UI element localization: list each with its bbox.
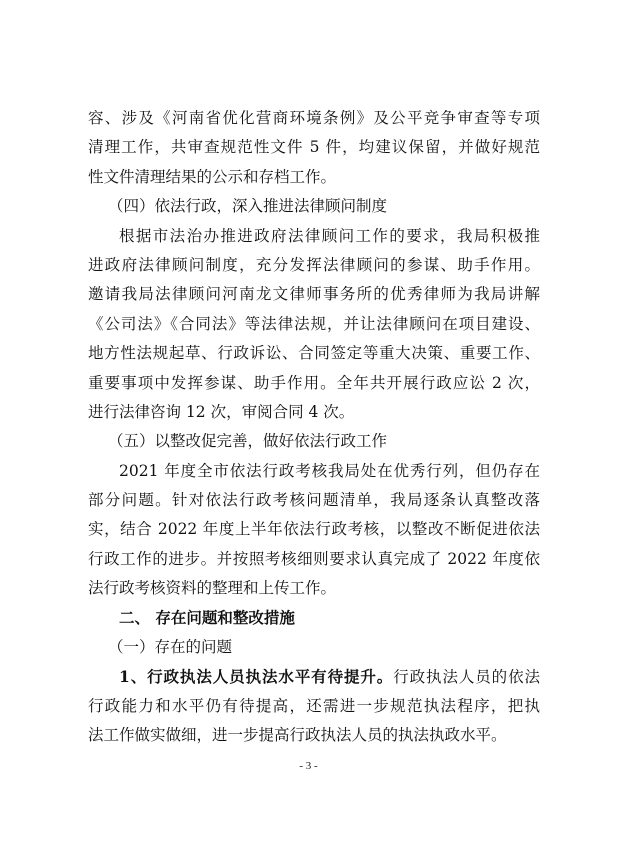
page-body	[88, 104, 540, 751]
item-lead-rest: 行政执法人员的依法	[393, 668, 540, 687]
body-line: 行政能力和水平仍有待提高，还需进一步规范执法程序，把执	[88, 696, 540, 715]
body-line: 根据市法治办推进政府法律顾问工作的要求，我局积极推	[119, 226, 540, 245]
section-heading: （四）依法行政，深入推进法律顾问制度	[108, 197, 388, 216]
body-line: 法工作做实做细，进一步提高行政执法人员的执法执政水平。	[88, 726, 507, 745]
body-line: 清理工作，共审查规范性文件 5 件，均建议保留，并做好规范	[88, 138, 540, 157]
body-line: 容、涉及《河南省优化营商环境条例》及公平竞争审查等专项	[88, 109, 540, 127]
body-line: 邀请我局法律顾问河南龙文律师事务所的优秀律师为我局讲解	[88, 285, 540, 304]
body-line: 部分问题。针对依法行政考核问题清单，我局逐条认真整改落	[88, 491, 540, 510]
item-first-line	[88, 662, 540, 691]
body-line: 性文件清理结果的公示和存档工作。	[88, 167, 337, 186]
body-line: 《公司法》《合同法》等法律法规，并让法律顾问在项目建设、	[88, 314, 540, 333]
body-line: 重要事项中发挥参谋、助手作用。全年共开展行政应讼 2 次，	[88, 373, 540, 392]
item-bold-lead: 1、行政执法人员执法水平有待提升。	[119, 667, 394, 687]
body-line: 行政工作的进步。并按照考核细则要求认真完成了 2022 年度依	[88, 549, 540, 568]
subsection-heading: （一）存在的问题	[108, 638, 233, 657]
body-line: 2021 年度全市依法行政考核我局处在优秀行列，但仍存在	[119, 461, 540, 480]
page-number: - 3 -	[299, 760, 318, 772]
body-line: 地方性法规起草、行政诉讼、合同签定等重大决策、重要工作、	[88, 344, 540, 363]
body-line: 进行法律咨询 12 次，审阅合同 4 次。	[88, 402, 355, 421]
body-line: 法行政考核资料的整理和上传工作。	[88, 579, 337, 598]
body-line: 进政府法律顾问制度，充分发挥法律顾问的参谋、助手作用。	[88, 255, 540, 274]
part-heading: 二、 存在问题和整改措施	[119, 608, 295, 627]
section-heading: （五）以整改促完善，做好依法行政工作	[108, 432, 388, 451]
body-line: 实，结合 2022 年度上半年依法行政考核，以整改不断促进依法	[88, 520, 540, 539]
